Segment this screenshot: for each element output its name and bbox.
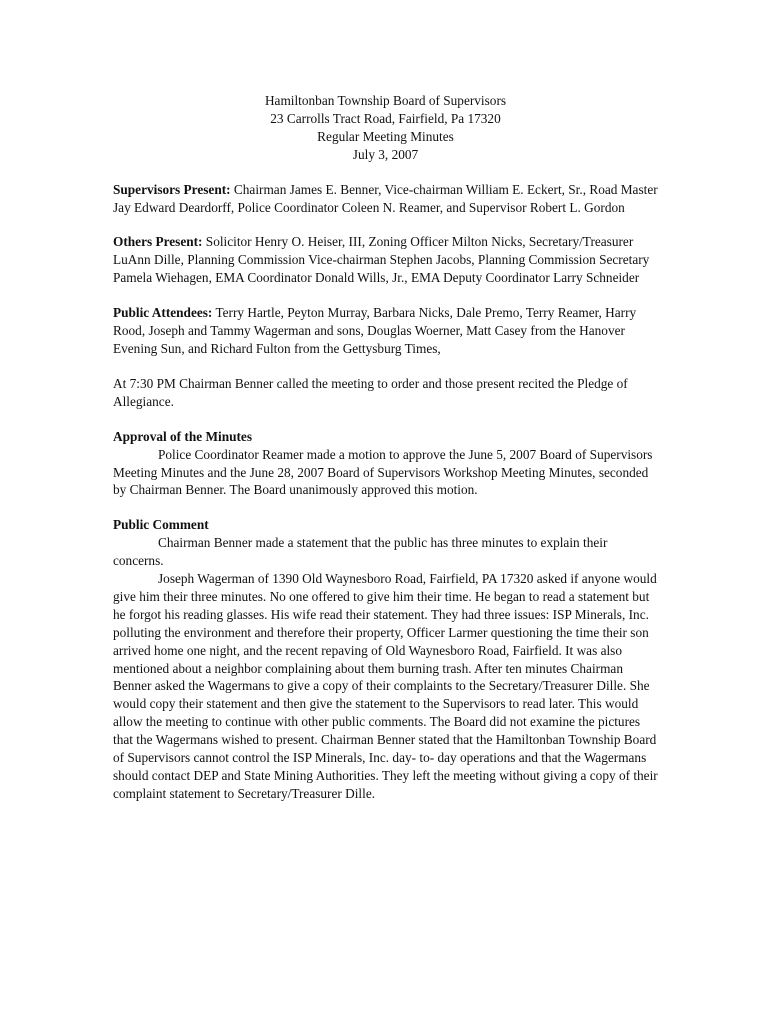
supervisors-present-paragraph (113, 181, 658, 217)
document-page (113, 92, 658, 820)
header-address: 23 Carrolls Tract Road, Fairfield, Pa 17320 (270, 110, 501, 126)
header-township-name: Hamiltonban Township Board of Supervisors (264, 93, 507, 108)
call-to-order-paragraph: At 7:30 PM Chairman Benner called the meeting to order and those present recited the Pledge of Allegiance. (113, 375, 628, 409)
header-meeting-date: July 3, 2007 (352, 146, 419, 162)
approval-of-minutes-section (113, 428, 658, 500)
others-present-text: Solicitor Henry O. Heiser, III, Zoning Officer Milton Nicks, Secretary/Treasurer LuAnn Dille, Planning Commission Vice-chairman Stephen Jacobs, Planning Commission Secretary Pamela Wiehagen, EMA Coordinator Donald Wills, Jr., EMA Deputy Coordinator Larry Schneider (113, 234, 650, 286)
others-present-paragraph (113, 233, 658, 287)
public-comment-paragraph-2: Joseph Wagerman of 1390 Old Waynesboro Road, Fairfield, PA 17320 asked if anyone would give him their three minutes. No one offered to give him their time. He began to read a statement but he forgot his reading glasses. His wife read their statement. They had three issues: ISP Minerals, Inc. polluting the environment and therefore their property, Officer Larmer questioning the time their son arrived home one night, and the recent repaving of Old Waynesboro Road, Fairfield. It was also mentioned about a neighbor complaining about them burning trash. After ten minutes Chairman Benner asked the Wagermans to give a copy of their complaints to the Secretary/Treasurer Dille. She would copy their statement and then give the statement to the Supervisors to read later. This would allow the meeting to continue with other public comments. The Board did not examine the pictures that the Wagermans wished to present. Chairman Benner stated that the Hamiltonban Township Board of Supervisors cannot control the ISP Minerals, Inc. day- to- day operations and that the Wagermans should contact DEP and State Mining Authorities. They left the meeting without giving a copy of their complaint statement to Secretary/Treasurer Dille. (113, 571, 658, 801)
public-attendees-label: Public Attendees: (113, 305, 213, 321)
public-comment-paragraph-1: Chairman Benner made a statement that the public has three minutes to explain their concerns. (113, 535, 608, 569)
header-meeting-type: Regular Meeting Minutes (317, 128, 454, 144)
others-present-label: Others Present: (113, 234, 203, 250)
supervisors-present-label: Supervisors Present: (113, 181, 231, 197)
approval-of-minutes-text: Police Coordinator Reamer made a motion to approve the June 5, 2007 Board of Supervisors Meeting Minutes and the June 28, 2007 Board of Supervisors Workshop Meeting Minutes, seconded by Chairman Benner. The Board unanimously approved this motion. (113, 446, 653, 498)
public-attendees-text: Terry Hartle, Peyton Murray, Barbara Nicks, Dale Premo, Terry Reamer, Harry Rood, Joseph and Tammy Wagerman and sons, Douglas Woerner, Matt Casey from the Hanover Evening Sun, and Richard Fulton from the Gettysburg Times, (113, 305, 637, 356)
public-comment-heading: Public Comment (113, 517, 209, 533)
public-attendees-paragraph (113, 304, 658, 358)
approval-of-minutes-heading: Approval of the Minutes (113, 428, 253, 444)
supervisors-present-text: Chairman James E. Benner, Vice-chairman William E. Eckert, Sr., Road Master Jay Edward Deardorff, Police Coordinator Coleen N. Reamer, and Supervisor Robert L. Gordon (113, 181, 658, 215)
public-comment-section (113, 516, 658, 803)
document-header (113, 92, 658, 164)
